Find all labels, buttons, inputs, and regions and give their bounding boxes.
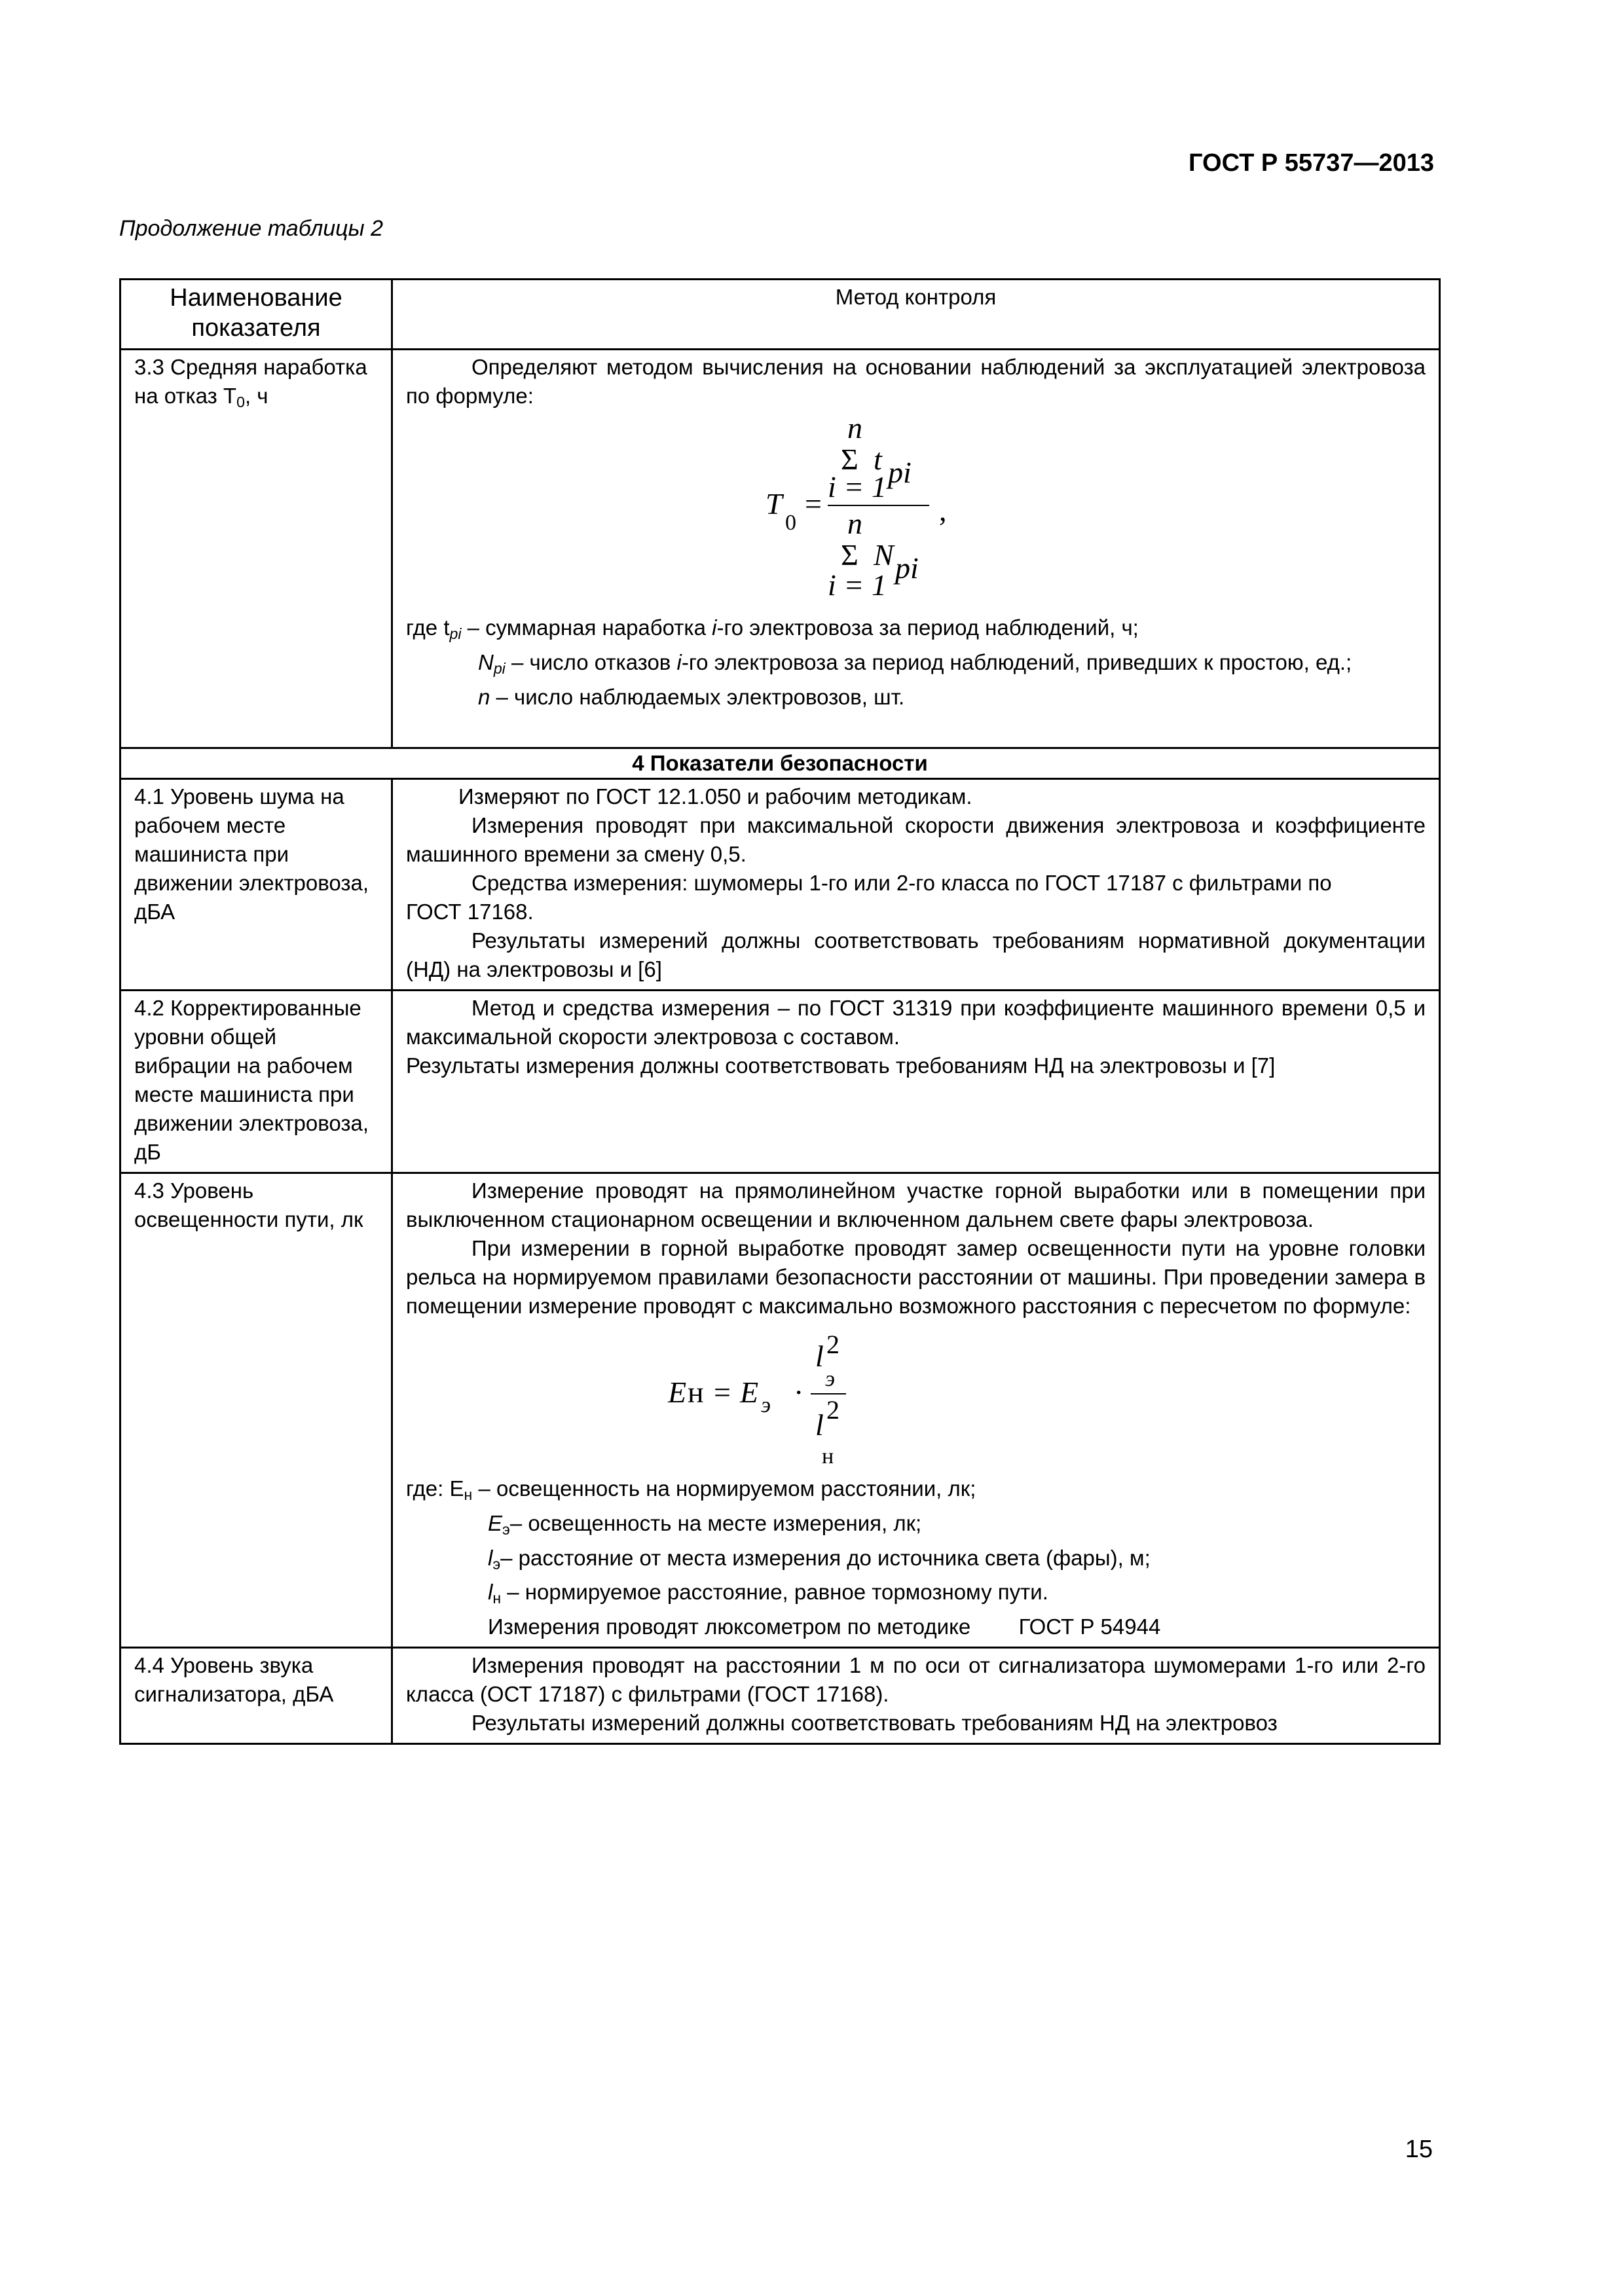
formula-den-sub: н	[822, 1444, 834, 1468]
method-paragraph: Результаты измерений должны соответствовать требованиям НД на электровоз	[471, 1711, 1278, 1736]
where-line: Измерения проводят люксометром по методике ГОСТ Р 54944	[488, 1614, 1161, 1639]
method-paragraph: Измерения проводят на расстоянии 1 м по оси от сигнализатора шумомерами 1-го или 2-го класса (ОСТ 17187) с фильтрами (ГОСТ 17168).	[406, 1653, 1426, 1707]
formula-den-l: l	[815, 1408, 824, 1442]
indicator-cell	[120, 350, 392, 748]
where-line: где: Eн – освещенность на нормируемом расстоянии, лк;	[406, 1476, 976, 1503]
indicator-cell: 4.2 Корректированные уровни общей вибрации на рабочем месте машиниста при движении электровоза, дБ	[120, 991, 392, 1173]
method-paragraph: Измерения проводят при максимальной скорости движения электровоза и коэффициенте машинного времени за смену 0,5.	[406, 813, 1426, 866]
where-line: $N_{pi}$ – число отказов i-го электровоза за период наблюдений, приведших к простою, ед.;	[478, 649, 1352, 677]
formula-sum-bot: Σ	[840, 538, 858, 572]
where-line: lэ– расстояние от места измерения до источника света (фары), м;	[488, 1545, 1151, 1573]
formula-sum-top: Σ	[840, 443, 858, 476]
indicator-cell: 4.4 Уровень звука сигнализатора, дБА	[120, 1648, 392, 1744]
indicator-tail: , ч	[244, 384, 268, 408]
table-caption: Продолжение таблицы 2	[119, 216, 383, 241]
method-cell	[392, 1173, 1440, 1648]
formula-idx-bot: i = 1	[827, 568, 887, 602]
formula-comma: ,	[938, 494, 946, 527]
indicator-cell: 4.3 Уровень освещенности пути, лк	[120, 1173, 392, 1648]
method-cell	[392, 779, 1440, 991]
method-cell	[392, 991, 1440, 1173]
standard-code: ГОСТ Р 55737—2013	[1189, 149, 1434, 177]
method-paragraph: Результаты измерения должны соответствовать требованиям НД на электровозы и [7]	[406, 1053, 1276, 1078]
formula-lhs-sub: н	[688, 1376, 704, 1409]
method-paragraph: ГОСТ 17168.	[406, 900, 534, 924]
indicators-table	[119, 278, 1441, 1745]
method-paragraph: Метод и средства измерения – по ГОСТ 31319 при коэффициенте машинного времени 0,5 и максимальной скорости электровоза с составом.	[406, 996, 1426, 1049]
mtbf-formula	[687, 410, 1145, 613]
page-number: 15	[1405, 2136, 1433, 2163]
indicator-cell: 4.1 Уровень шума на рабочем месте машиниста при движении электровоза, дБА	[120, 779, 392, 991]
where-line: lн – нормируемое расстояние, равное тормозному пути.	[488, 1580, 1048, 1607]
column-header-method: Метод контроля	[392, 280, 1440, 350]
where-line: где $t_{pi}$ – суммарная наработка i-го электровоза за период наблюдений, ч;	[406, 615, 1139, 642]
formula-E-sub: э	[761, 1393, 771, 1417]
where-line: n – число наблюдаемых электровозов, шт.	[478, 684, 905, 709]
formula-t-sub: pi	[887, 456, 912, 489]
method-paragraph: Средства измерения: шумомеры 1-го или 2-го класса по ГОСТ 17187 с фильтрами по	[471, 871, 1332, 895]
indicator-subscript: 0	[236, 393, 245, 410]
method-paragraph: Измеряют по ГОСТ 12.1.050 и рабочим методикам.	[458, 784, 972, 809]
method-cell	[392, 350, 1440, 748]
formula-num-l: l	[815, 1339, 824, 1373]
table-row	[120, 779, 1440, 991]
table-row	[120, 1173, 1440, 1648]
table-header-row	[120, 280, 1440, 350]
formula-t: t	[873, 443, 882, 476]
formula-num-sub: э	[825, 1367, 835, 1391]
formula-eq: =	[714, 1376, 731, 1409]
illuminance-formula	[622, 1321, 1080, 1474]
formula-lhs-sub: 0	[784, 511, 796, 535]
table-row	[120, 350, 1440, 748]
table-row	[120, 1648, 1440, 1744]
formula-N: N	[873, 538, 894, 572]
formula-lhs: T	[765, 487, 783, 520]
method-paragraph: Определяют методом вычисления на основании наблюдений за эксплуатацией электровоза по формуле:	[406, 355, 1426, 408]
formula-eq: =	[804, 487, 822, 520]
formula-dot: ·	[794, 1376, 804, 1409]
where-line: Eэ– освещенность на месте измерения, лк;	[488, 1510, 922, 1538]
formula-bot-upper: n	[847, 507, 862, 540]
method-cell	[392, 1648, 1440, 1744]
formula-den-exp: 2	[826, 1395, 840, 1425]
formula-idx-top: i = 1	[827, 470, 887, 503]
method-paragraph: Результаты измерений должны соответствовать требованиям нормативной документации (НД) на электровозы и [6]	[406, 928, 1426, 981]
formula-E: E	[740, 1376, 759, 1409]
method-paragraph: Измерение проводят на прямолинейном участке горной выработки или в помещении при выключенном стационарном освещении и включенном дальнем свете фары электровоза.	[406, 1178, 1426, 1231]
section-row	[120, 748, 1440, 779]
formula-num-exp: 2	[826, 1330, 840, 1359]
indicator-text: 3.3 Средняя наработка на отказ T	[134, 355, 367, 408]
formula-lhs: E	[668, 1376, 687, 1409]
column-header-indicator: Наименование показателя	[120, 280, 392, 350]
table-row	[120, 991, 1440, 1173]
formula-N-sub: pi	[895, 551, 919, 585]
formula-top-upper: n	[847, 411, 862, 445]
method-paragraph: При измерении в горной выработке проводят замер освещенности пути на уровне головки рельса на нормируемом правилами безопасности расстоянии от машины. При проведении замера в помещении измерение проводят с максимально возможного расстояния с пересчетом по формуле:	[406, 1236, 1426, 1318]
section-title: 4 Показатели безопасности	[120, 748, 1440, 779]
